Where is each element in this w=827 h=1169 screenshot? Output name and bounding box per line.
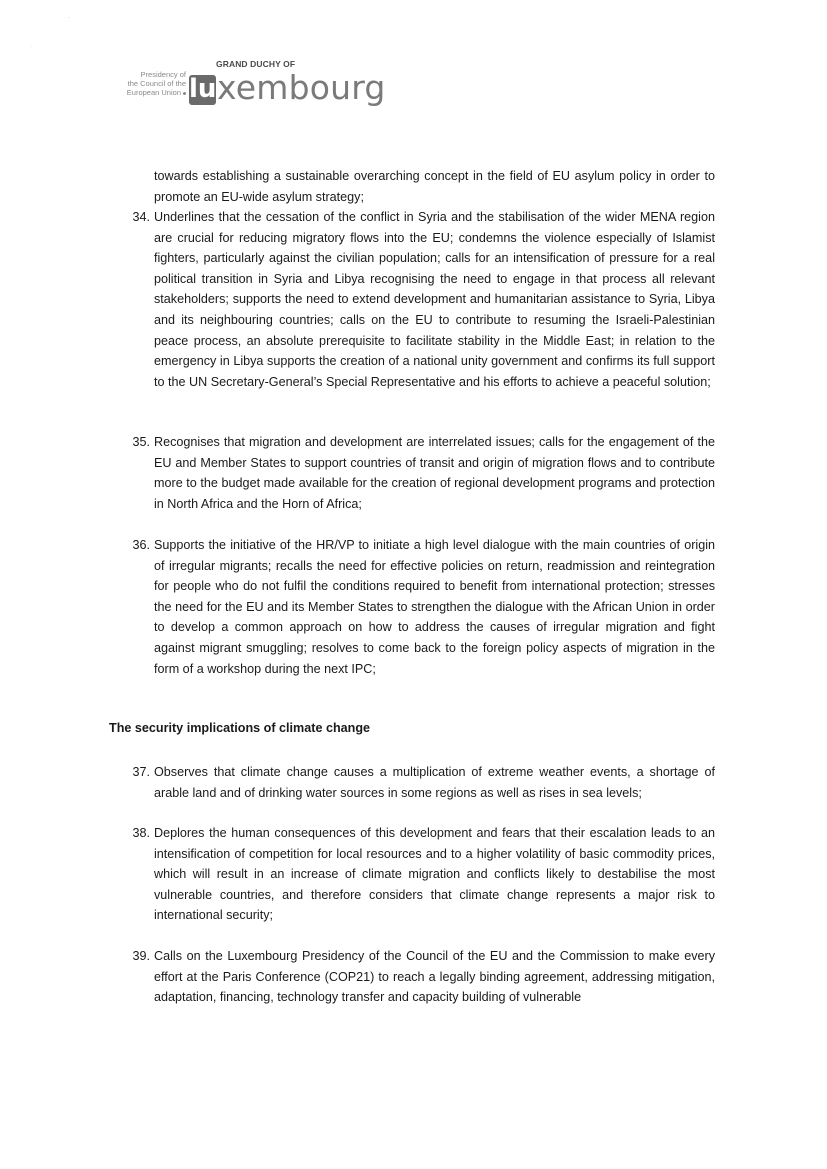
presidency-line: the Council of the <box>127 79 186 88</box>
item-text: Recognises that migration and development are interrelated issues; calls for the engagement of the EU and Member States to support countries of transit and origin of migration flows and to contribute more to the budget made available for the creation of regional development programs and protection in North Africa and the Horn of Africa; <box>154 435 715 511</box>
continuation-paragraph: towards establishing a sustainable overarching concept in the field of EU asylum policy in order to promote an EU-wide asylum strategy; <box>154 169 715 204</box>
presidency-text <box>86 70 186 97</box>
section-heading: The security implications of climate change <box>109 721 371 735</box>
list-item <box>132 432 715 514</box>
item-text: Underlines that the cessation of the conflict in Syria and the stabilisation of the wider MENA region are crucial for reducing migratory flows into the EU; condemns the violence especially of Islamist fighters, particularly against the civilian population; calls for an intensification of pressure for a real political transition in Syria and Libya recognising the need to engage in that process all relevant stakeholders; supports the need to extend development and humanitarian assistance to Syria, Libya and its neighbouring countries; calls on the EU to contribute to resuming the Israeli-Palestinian peace process, an absolute prerequisite to facilitate stability in the Middle East; in relation to the emergency in Libya supports the creation of a national unity government and confirms its full support to the UN Secretary-General’s Special Representative and his efforts to achieve a peaceful solution; <box>154 210 715 389</box>
item-number: 37. <box>132 765 150 779</box>
presidency-line: European Union <box>126 88 181 97</box>
grand-duchy-label: GRAND DUCHY OF <box>216 59 296 69</box>
item-number: 38. <box>132 826 150 840</box>
presidency-line: Presidency of <box>140 70 186 79</box>
list-item <box>132 762 715 803</box>
item-number: 36. <box>132 538 150 552</box>
logo-lu-box: lu <box>189 74 217 104</box>
scan-mark: · <box>30 44 32 50</box>
list-item <box>132 823 715 926</box>
item-number: 34. <box>132 210 150 224</box>
item-number: 39. <box>132 949 150 963</box>
presidency-logo <box>78 58 386 118</box>
dot-icon <box>183 92 186 95</box>
item-text: Deplores the human consequences of this development and fears that their escalation leads to an intensification of competition for local resources and to a higher volatility of basic commodity prices, which will result in an increase of climate migration and conflicts likely to destabilise the most vulnerable countries, and therefore considers that climate change represents a major risk to international security; <box>154 826 715 923</box>
list-item <box>132 946 715 1008</box>
logo-wordmark: xembourg <box>217 68 386 107</box>
list-item <box>132 207 715 392</box>
list-item <box>132 535 715 679</box>
item-number: 35. <box>132 435 150 449</box>
scan-mark: ´ <box>68 18 70 24</box>
item-text: Calls on the Luxembourg Presidency of the Council of the EU and the Commission to make every effort at the Paris Conference (COP21) to reach a legally binding agreement, addressing mitigation, adaptation, financing, technology transfer and capacity building of vulnerable <box>154 949 715 1005</box>
item-text: Observes that climate change causes a multiplication of extreme weather events, a shortage of arable land and of drinking water sources in some regions as well as rises in sea levels; <box>154 765 715 800</box>
item-text: Supports the initiative of the HR/VP to initiate a high level dialogue with the main countries of origin of irregular migrants; recalls the need for effective policies on return, readmission and reintegration for people who do not fulfil the conditions required to benefit from international protection; stresses the need for the EU and its Member States to strengthen the dialogue with the African Union in order to develop a common approach on how to address the causes of irregular migration and fight against migrant smuggling; resolves to come back to the foreign policy aspects of migration in the form of a workshop during the next IPC; <box>154 538 715 676</box>
